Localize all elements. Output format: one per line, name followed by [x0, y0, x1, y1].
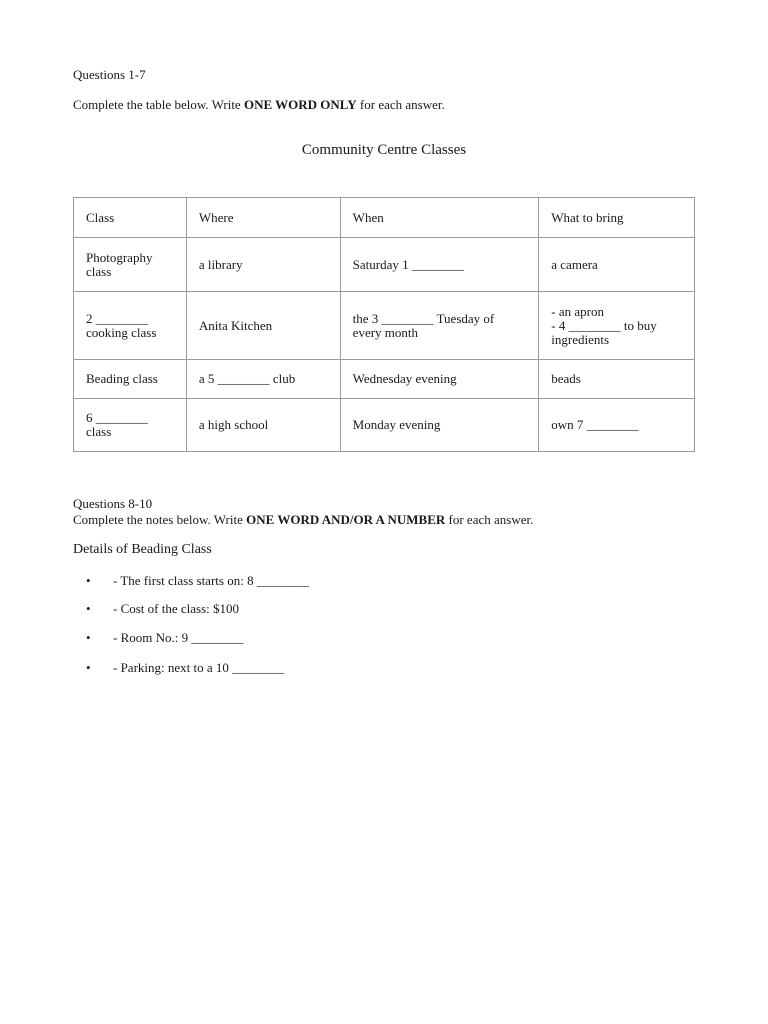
table-cell: a 5 ________ club [186, 360, 340, 399]
instruction-text: Complete the table below. Write [73, 97, 244, 112]
table-cell: Photography class [74, 238, 187, 292]
table-cell: a camera [539, 238, 695, 292]
questions-8-10-heading: Questions 8-10 [73, 496, 153, 511]
table-title: Community Centre Classes [301, 142, 467, 158]
table-cell: Anita Kitchen [186, 292, 340, 360]
table-cell: Wednesday evening [340, 360, 539, 399]
instruction-text-end: for each answer. [445, 512, 534, 527]
header-cell: Class [74, 198, 187, 238]
instruction-emphasis: ONE WORD ONLY [243, 97, 357, 112]
note-text: - Room No.: 9 ________ [113, 630, 244, 645]
bullet-icon: • [86, 660, 91, 675]
questions-1-7-instruction [73, 97, 445, 113]
table-row [74, 292, 695, 360]
table-cell: the 3 ________ Tuesday of every month [340, 292, 539, 360]
table-row [74, 238, 695, 292]
header-cell: Where [186, 198, 340, 238]
notes-title: Details of Beading Class [73, 542, 212, 557]
table-cell: 2 ________ cooking class [74, 292, 187, 360]
instruction-text: Complete the notes below. Write [73, 512, 247, 527]
table-cell: - an apron - 4 ________ to buy ingredients [539, 292, 695, 360]
table-header-row [74, 198, 695, 238]
table-cell: own 7 ________ [539, 399, 695, 452]
table-cell: 6 ________ class [74, 399, 187, 452]
bullet-icon: • [86, 601, 91, 616]
instruction-text-end: for each answer. [356, 97, 445, 112]
table-cell: Beading class [74, 360, 187, 399]
note-text: - Cost of the class: $100 [113, 601, 240, 616]
header-cell: What to bring [539, 198, 695, 238]
note-text: - The first class starts on: 8 ________ [113, 573, 309, 588]
table-row [74, 360, 695, 399]
note-text: - Parking: next to a 10 ________ [113, 660, 285, 675]
header-cell: When [340, 198, 539, 238]
table-cell: Saturday 1 ________ [340, 238, 539, 292]
bullet-icon: • [86, 573, 91, 588]
table-row [74, 399, 695, 452]
questions-1-7-heading: Questions 1-7 [73, 67, 146, 82]
table-cell: beads [539, 360, 695, 399]
table-cell: Monday evening [340, 399, 539, 452]
questions-8-10-instruction [73, 512, 533, 528]
instruction-emphasis: ONE WORD AND/OR A NUMBER [246, 512, 446, 527]
community-classes-table [73, 197, 695, 452]
table-cell: a library [186, 238, 340, 292]
bullet-icon: • [86, 630, 91, 645]
table-cell: a high school [186, 399, 340, 452]
